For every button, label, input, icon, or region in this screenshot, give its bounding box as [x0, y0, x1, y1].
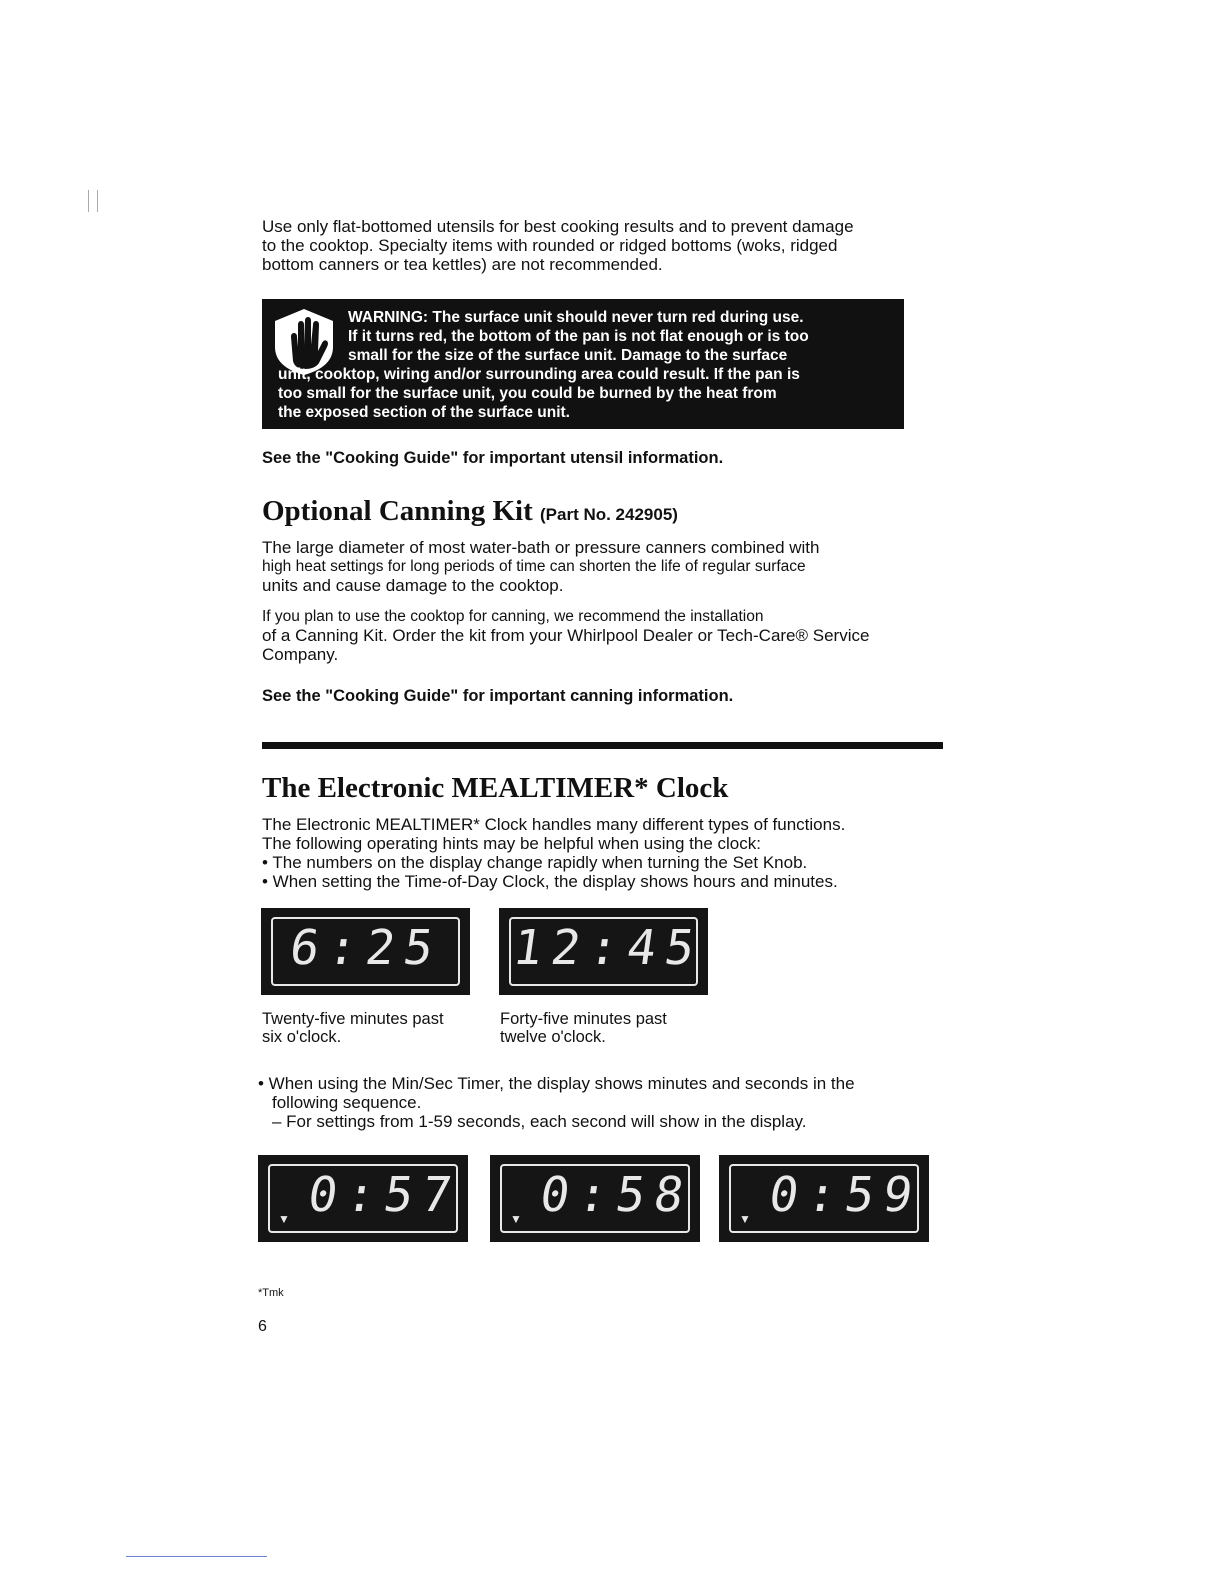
display-digits: 0:57 — [304, 1167, 465, 1223]
warning-line: WARNING: The surface unit should never turn red during use. — [348, 309, 804, 326]
canning-line: The large diameter of most water-bath or pressure canners combined with — [262, 538, 820, 557]
warning-line: unit, cooktop, wiring and/or surrounding area could result. If the pan is — [278, 366, 800, 383]
timer-display-58 — [490, 1155, 700, 1242]
warning-box — [262, 299, 904, 429]
caption-line: Forty-five minutes past — [500, 1010, 667, 1028]
clock-line: The Electronic MEALTIMER* Clock handles many different types of functions. — [262, 815, 846, 834]
warning-line: too small for the surface unit, you could be burned by the heat from — [278, 385, 777, 402]
canning-kit-title: Optional Canning Kit — [262, 495, 533, 527]
scan-mark — [88, 190, 89, 212]
intro-line: Use only flat-bottomed utensils for best cooking results and to prevent damage — [262, 217, 854, 236]
timer-line: following sequence. — [272, 1093, 422, 1112]
clock-line: • The numbers on the display change rapidly when turning the Set Knob. — [262, 853, 808, 872]
clock-heading: The Electronic MEALTIMER* Clock — [262, 772, 729, 804]
intro-paragraph — [262, 217, 854, 274]
display-digits: 0:59 — [765, 1167, 926, 1223]
timer-hints — [258, 1074, 855, 1131]
trademark-footnote: *Tmk — [258, 1287, 284, 1299]
canning-line: Company. — [262, 645, 339, 664]
caption-line: twelve o'clock. — [500, 1028, 606, 1046]
intro-line: to the cooktop. Specialty items with rounded or ridged bottoms (woks, ridged — [262, 236, 838, 255]
display-digits: 12:45 — [509, 920, 707, 976]
scan-mark — [97, 190, 98, 212]
clock-line: The following operating hints may be helpful when using the clock: — [262, 834, 761, 853]
display-digits: 6:25 — [286, 920, 446, 976]
warning-line: If it turns red, the bottom of the pan is not flat enough or is too — [348, 328, 809, 345]
timer-indicator-icon: ▼ — [510, 1212, 522, 1226]
section-divider — [262, 742, 943, 749]
display-digits: 0:58 — [536, 1167, 697, 1223]
canning-paragraph-1 — [262, 538, 819, 595]
canning-paragraph-2 — [262, 607, 869, 664]
scan-line — [126, 1556, 267, 1557]
intro-line: bottom canners or tea kettles) are not recommended. — [262, 255, 663, 274]
page-number: 6 — [258, 1318, 267, 1335]
caption-line: Twenty-five minutes past — [262, 1010, 444, 1028]
timer-line: • When using the Min/Sec Timer, the display shows minutes and seconds in the — [258, 1074, 855, 1093]
clock-display-six-twenty-five — [261, 908, 470, 995]
timer-indicator-icon: ▼ — [739, 1212, 751, 1226]
canning-guide-note: See the "Cooking Guide" for important canning information. — [262, 687, 734, 705]
canning-line: If you plan to use the cooktop for canning, we recommend the installation — [262, 608, 764, 625]
timer-display-59 — [719, 1155, 929, 1242]
timer-display-57 — [258, 1155, 468, 1242]
utensil-guide-note: See the "Cooking Guide" for important utensil information. — [262, 449, 724, 467]
timer-line: – For settings from 1-59 seconds, each second will show in the display. — [272, 1112, 807, 1131]
caption-line: six o'clock. — [262, 1028, 342, 1046]
display-caption — [262, 1010, 444, 1046]
timer-indicator-icon: ▼ — [278, 1212, 290, 1226]
clock-intro — [262, 815, 845, 891]
warning-line: the exposed section of the surface unit. — [278, 404, 570, 421]
clock-line: • When setting the Time-of-Day Clock, the display shows hours and minutes. — [262, 872, 838, 891]
clock-display-twelve-forty-five — [499, 908, 708, 995]
display-caption — [500, 1010, 667, 1046]
warning-line: small for the size of the surface unit. Damage to the surface — [348, 347, 788, 364]
canning-kit-heading — [262, 495, 678, 531]
canning-line: of a Canning Kit. Order the kit from your Whirlpool Dealer or Tech-Care® Service — [262, 626, 870, 645]
canning-line: high heat settings for long periods of time can shorten the life of regular surface — [262, 558, 806, 575]
canning-line: units and cause damage to the cooktop. — [262, 576, 564, 595]
canning-kit-part-number: (Part No. 242905) — [540, 505, 678, 524]
